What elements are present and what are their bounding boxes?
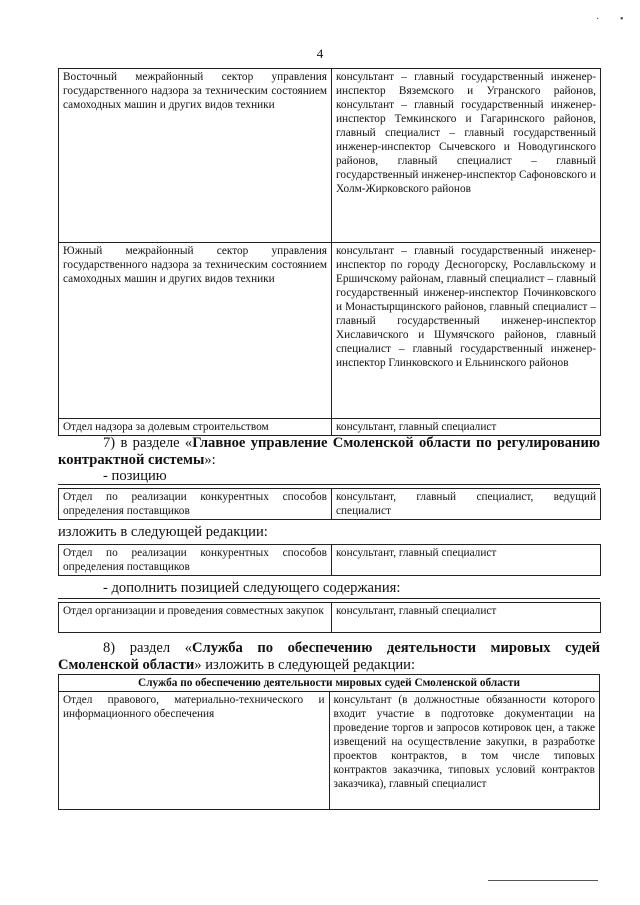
section-7-title: Главное управление Смоленской области по регулированию контрактной системы	[58, 435, 601, 468]
positions-cell: консультант (в должностные обязанности которого входит участие в подготовке документации на проведение торгов и запросов котировок цен, а также извещений на осуществление закупки, в разработке проектов контрактов, в том числе типовых контрактов заказчика, типовых условий контрактов заказчика), главный специалист	[329, 692, 600, 810]
scan-mark-right: •	[620, 14, 624, 25]
unit-name-cell: Южный межрайонный сектор управления государственного надзора за техническим состоянием самоходных машин и других видов техники	[59, 243, 332, 419]
table-inspection-sectors	[58, 68, 601, 436]
table-courts-service	[58, 674, 600, 810]
table-row	[59, 692, 600, 810]
table-row	[59, 489, 601, 520]
unit-name-cell: Отдел надзора за долевым строительством	[59, 419, 332, 436]
table-caption-row	[59, 675, 600, 692]
table-row	[59, 243, 601, 419]
section-7-heading: 7) в разделе «Главное управление Смоленской области по регулированию контрактной системы»:	[58, 435, 601, 468]
positions-cell: консультант – главный государственный инженер-инспектор Вяземского и Угранского районов, консультант – главный государственный инженер-инспектор Темкинского и Гагаринского районов, главный специалист – главный государственный инженер-инспектор Сычевского и Новодугинского районов, главный специалист – главный государственный инженер-инспектор Сафоновского и Холм-Жирковского районов	[332, 69, 601, 243]
positions-cell: консультант, главный специалист, ведущий специалист	[332, 489, 601, 520]
table-added-position	[58, 602, 601, 633]
table-row	[59, 545, 601, 576]
footer-line	[488, 880, 598, 881]
page-number: 4	[316, 46, 324, 61]
divider	[58, 484, 600, 485]
table-row	[59, 69, 601, 243]
item-position-label: - позицию	[103, 468, 167, 484]
unit-name-cell: Восточный межрайонный сектор управления государственного надзора за техническим состоянием самоходных машин и других видов техники	[59, 69, 332, 243]
positions-cell: консультант, главный специалист	[332, 603, 601, 633]
table-row	[59, 419, 601, 436]
divider	[58, 598, 600, 599]
item-add-label: - дополнить позицией следующего содержания:	[103, 580, 401, 596]
unit-name-cell: Отдел по реализации конкурентных способов определения поставщиков	[59, 489, 332, 520]
item-edit-label: изложить в следующей редакции:	[58, 524, 268, 540]
positions-cell: консультант, главный специалист	[332, 545, 601, 576]
unit-name-cell: Отдел правового, материально-технического и информационного обеспечения	[59, 692, 330, 810]
table-new-position	[58, 544, 601, 576]
section-8-heading: 8) раздел «Служба по обеспечению деятельности мировых судей Смоленской области» изложить в следующей редакции:	[58, 640, 600, 673]
table-caption: Служба по обеспечению деятельности мировых судей Смоленской области	[59, 675, 600, 692]
table-old-position	[58, 488, 601, 520]
scan-mark-left: ·	[596, 14, 600, 25]
table-row	[59, 603, 601, 633]
positions-cell: консультант – главный государственный инженер-инспектор по городу Десногорску, Рославльскому и Ершичскому районам, главный специалист – главный государственный инженер-инспектор Починковского и Монастырщинского районов, главный специалист – главный государственный инженер-инспектор Хиславичского и Шумячского районов, главный специалист – главный государственный инженер-инспектор Глинковского и Ельнинского районов	[332, 243, 601, 419]
unit-name-cell: Отдел организации и проведения совместных закупок	[59, 603, 332, 633]
positions-cell: консультант, главный специалист	[332, 419, 601, 436]
section-8-title: Служба по обеспечению деятельности мировых судей Смоленской области	[58, 640, 600, 673]
unit-name-cell: Отдел по реализации конкурентных способов определения поставщиков	[59, 545, 332, 576]
